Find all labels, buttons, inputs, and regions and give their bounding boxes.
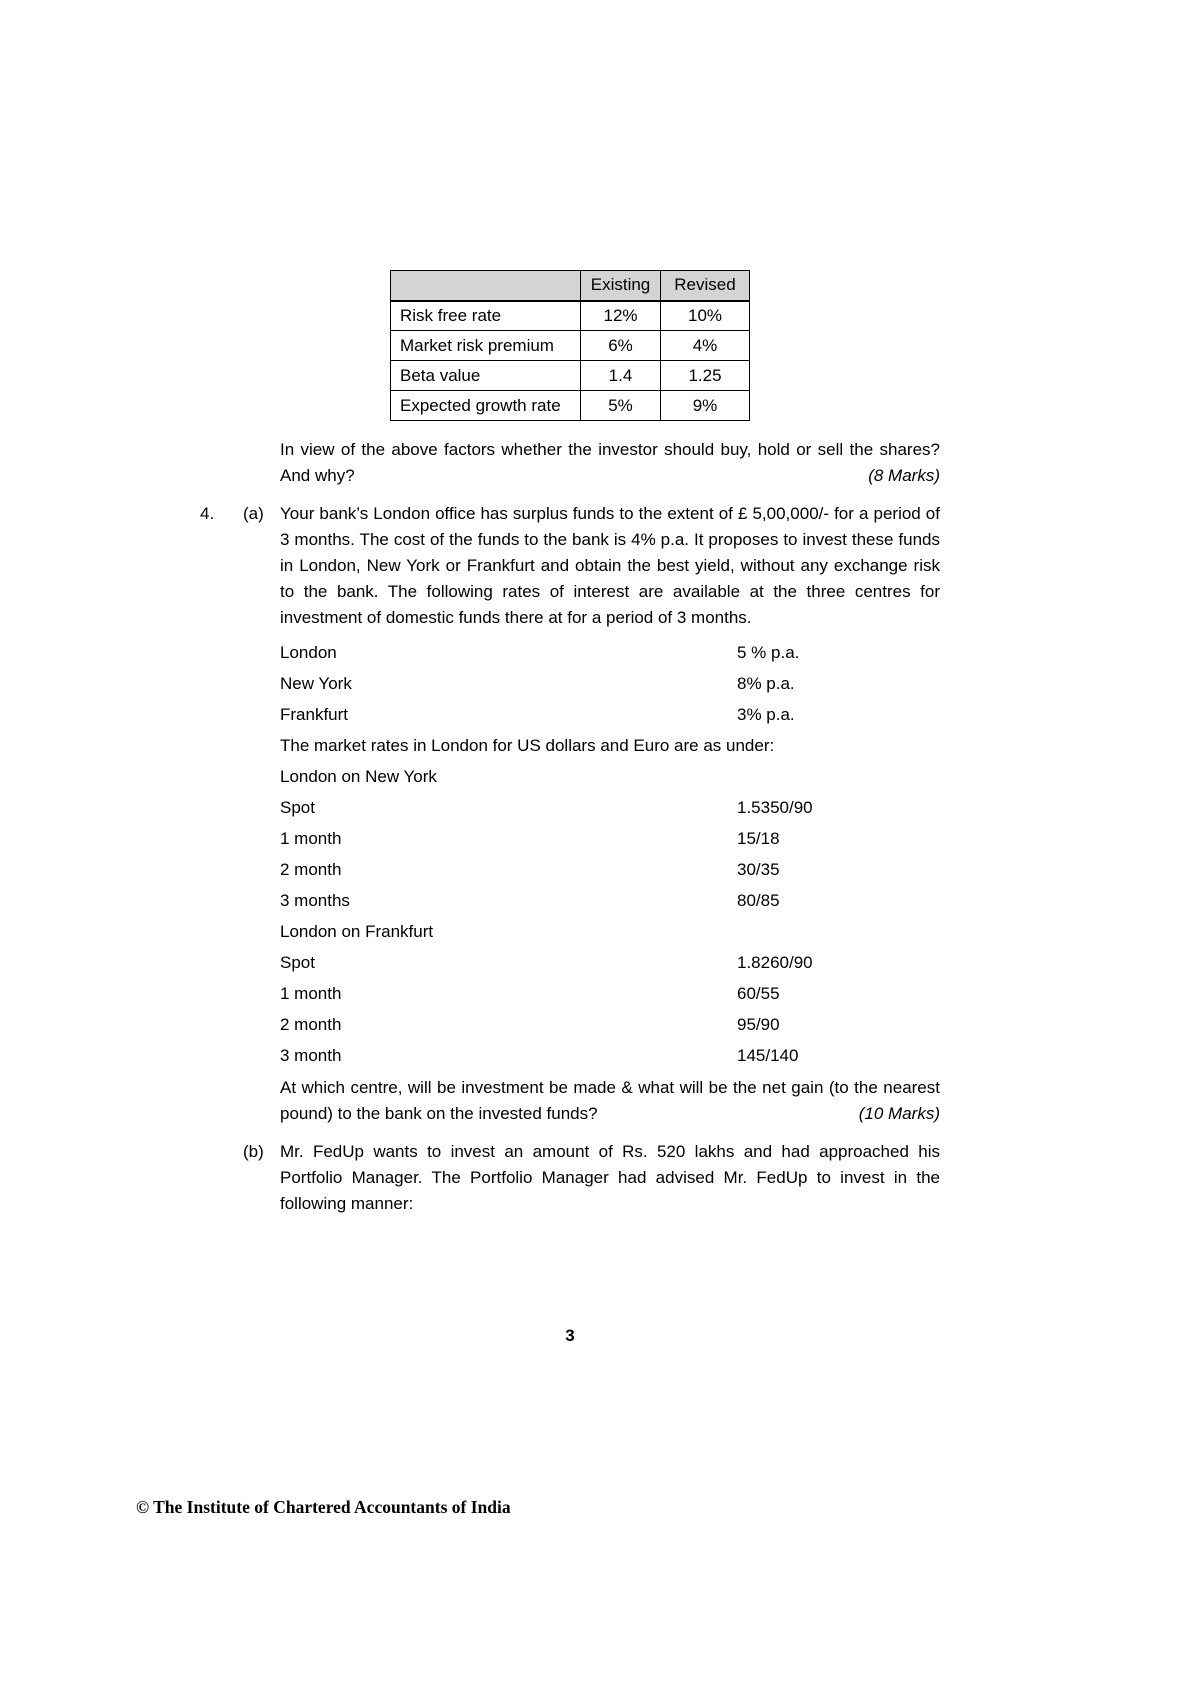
rate-label: 2 month: [280, 1015, 342, 1034]
london-frankfurt-rates: [200, 947, 940, 1071]
rate-row-spot: [280, 947, 940, 978]
question-4b: [243, 1139, 940, 1217]
rate-value: 95/90: [737, 1015, 780, 1034]
london-new-york-heading: London on New York: [280, 767, 437, 786]
rate-label: 3 month: [280, 1046, 342, 1065]
table-row-beta-value: [391, 361, 750, 391]
row-label: Risk free rate: [391, 301, 581, 331]
question-4a: [200, 501, 940, 631]
rate-value: 1.8260/90: [737, 953, 813, 972]
row-existing-value: 6%: [581, 331, 661, 361]
question-4a-ask: [280, 1075, 940, 1127]
rate-value: 1.5350/90: [737, 798, 813, 817]
rate-row-frankfurt: [280, 699, 940, 730]
rate-value: 30/35: [737, 860, 780, 879]
rate-label: Spot: [280, 798, 315, 817]
row-label: Market risk premium: [391, 331, 581, 361]
london-new-york-rates: [200, 792, 940, 916]
table-header-empty: [391, 271, 581, 301]
rate-row-3-months: [280, 885, 940, 916]
rate-value: 8% p.a.: [737, 674, 795, 693]
london-frankfurt-heading: London on Frankfurt: [280, 922, 434, 941]
question3-text: In view of the above factors whether the investor should buy, hold or sell the shares? And why?: [280, 440, 940, 485]
copyright-footer: © The Institute of Chartered Accountants of India: [136, 1497, 511, 1517]
row-revised-value: 9%: [661, 391, 750, 421]
rate-label: Spot: [280, 953, 315, 972]
rate-value: 3% p.a.: [737, 705, 795, 724]
table-header-row: [391, 271, 750, 301]
rate-label: Frankfurt: [280, 705, 349, 724]
row-label: Beta value: [391, 361, 581, 391]
table-row-expected-growth-rate: [391, 391, 750, 421]
rate-row-2-month: [280, 854, 940, 885]
question-4a-marks: (10 Marks): [845, 1101, 940, 1127]
rate-label: 1 month: [280, 984, 342, 1003]
rate-row-2-month: [280, 1009, 940, 1040]
rate-row-london: [280, 637, 940, 668]
table-header-existing: Existing: [581, 271, 661, 301]
row-label: Expected growth rate: [391, 391, 581, 421]
row-existing-value: 1.4: [581, 361, 661, 391]
market-rates-intro: The market rates in London for US dollars and Euro are as under:: [280, 736, 775, 755]
rate-value: 5 % p.a.: [737, 643, 800, 662]
rate-row-1-month: [280, 823, 940, 854]
table-row-risk-free-rate: [391, 301, 750, 331]
row-revised-value: 10%: [661, 301, 750, 331]
rate-row-spot: [280, 792, 940, 823]
rate-row-1-month: [280, 978, 940, 1009]
subquestion-label-a: (a): [243, 504, 264, 523]
row-existing-value: 12%: [581, 301, 661, 331]
question-4a-intro: Your bank’s London office has surplus funds to the extent of £ 5,00,000/- for a period of 3 months. The cost of the funds to the bank is 4% p.a. It proposes to invest these funds in London, New York or Frankfurt and obtain the best yield, without any exchange risk to the bank. The following rates of interest are available at the three centres for investment of domestic funds there at for a period of 3 months.: [280, 504, 940, 627]
row-revised-value: 4%: [661, 331, 750, 361]
subquestion-label-b: (b): [243, 1142, 264, 1161]
rate-label: New York: [280, 674, 352, 693]
question-number: 4.: [200, 504, 215, 523]
rate-label: 1 month: [280, 829, 342, 848]
rate-label: London: [280, 643, 337, 662]
question3-conclusion: [280, 437, 940, 489]
table-row-market-risk-premium: [391, 331, 750, 361]
rate-row-new-york: [280, 668, 940, 699]
table-header-revised: Revised: [661, 271, 750, 301]
interest-rates-list: [200, 637, 940, 730]
question-4a-ask-text: At which centre, will be investment be made & what will be the net gain (to the nearest pound) to the bank on the invested funds?: [280, 1078, 940, 1123]
question-4b-text: Mr. FedUp wants to invest an amount of Rs. 520 lakhs and had approached his Portfolio Manager. The Portfolio Manager had advised Mr. FedUp to invest in the following manner:: [280, 1142, 940, 1213]
rate-value: 80/85: [737, 891, 780, 910]
page-content: [200, 0, 940, 1217]
row-revised-value: 1.25: [661, 361, 750, 391]
rate-label: 2 month: [280, 860, 342, 879]
rate-row-3-month: [280, 1040, 940, 1071]
page-number: 3: [565, 1326, 575, 1345]
rate-label: 3 months: [280, 891, 350, 910]
rate-value: 145/140: [737, 1046, 799, 1065]
rate-value: 60/55: [737, 984, 780, 1003]
rate-value: 15/18: [737, 829, 780, 848]
row-existing-value: 5%: [581, 391, 661, 421]
capm-factors-table: [390, 270, 750, 421]
question3-marks: (8 Marks): [854, 463, 940, 489]
